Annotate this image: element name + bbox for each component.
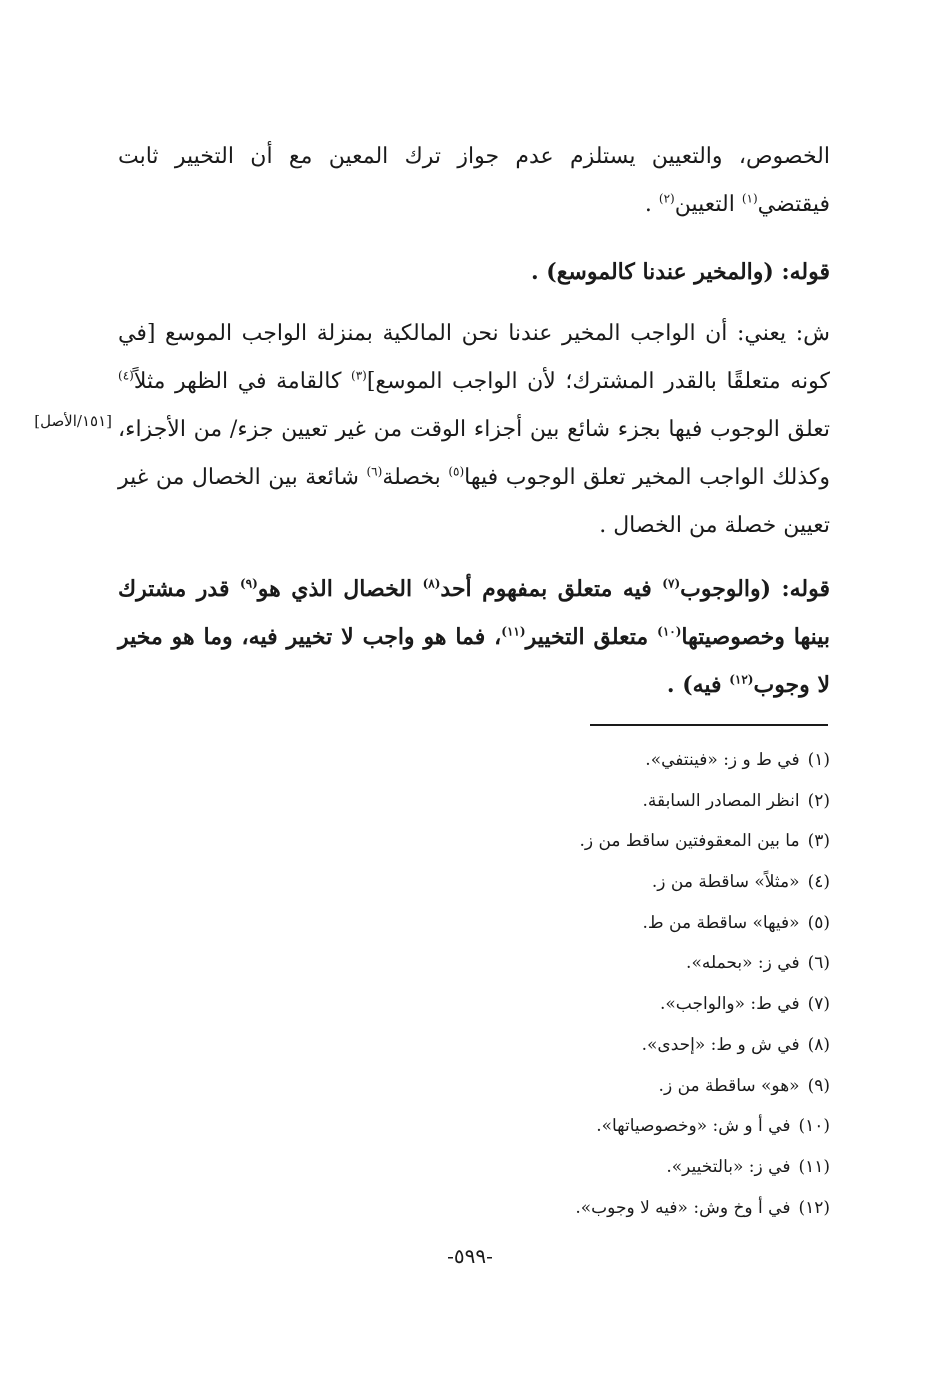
footnote-number: (٣) [807, 831, 830, 852]
footnote-item [380, 781, 830, 822]
paragraph-text: شائعة بين الخصال من غير تعيين خصلة من الخصال . [118, 465, 830, 538]
page-number: -٥٩٩- [447, 1244, 493, 1268]
paragraph-text: الخصال الذي هو [257, 576, 423, 602]
footnote-item [380, 1147, 830, 1188]
paragraph-text: فيه متعلق بمفهوم أحد [440, 576, 663, 602]
matn-quote-paragraph [118, 565, 830, 709]
footnote-item [380, 821, 830, 862]
footnote-number: (٨) [807, 1034, 830, 1055]
footnote-text: في ط: «والواجب». [660, 994, 800, 1015]
footnote-ref[interactable]: (٥) [448, 464, 465, 479]
footnote-ref[interactable]: (١٠) [657, 624, 682, 639]
paragraph-text: تعلق الوجوب فيها بجزء شائع بين أجزاء الوقت من غير تعيين جزء/ من الأجزاء، وكذلك الواجب المخير تعلق الوجوب فيها [118, 417, 830, 490]
footnote-number: (٢) [807, 790, 830, 811]
footnote-item [380, 1066, 830, 1107]
quote-label: قوله: [771, 576, 830, 602]
matn-quote-heading [118, 248, 830, 297]
footnote-number: (١٢) [798, 1197, 830, 1218]
paragraph-text: فيه) . [666, 672, 730, 698]
paragraph-text: التعيين [674, 192, 742, 217]
margin-folio-note: [١٥١/الأصل] [34, 412, 112, 430]
footnote-item [380, 1025, 830, 1066]
footnote-text: في ز: «بحمله». [686, 953, 800, 974]
quote-label: قوله: [773, 259, 830, 285]
footnote-item [380, 740, 830, 781]
footnote-text: في أ وخ وش: «فيه لا وجوب». [575, 1197, 791, 1218]
footnote-number: (٩) [807, 1075, 830, 1096]
footnote-text: «فيها» ساقطة من ط. [642, 912, 800, 933]
footnote-number: (٥) [807, 912, 830, 933]
footnote-number: (١١) [798, 1156, 830, 1177]
footnote-text: ما بين المعقوفتين ساقط من ز. [579, 831, 800, 852]
footnote-ref[interactable]: (٦) [366, 464, 383, 479]
paragraph-text: . [644, 192, 659, 217]
footnote-text: في ط و ز: «فينتفي». [645, 750, 800, 770]
paragraph-text: كالقامة في الظهر مثلاً [133, 369, 352, 394]
footnote-item [380, 984, 830, 1025]
footnote-text: في ش و ط: «إحدى». [641, 1034, 800, 1055]
footnote-ref[interactable]: (٤) [118, 368, 134, 383]
footnote-ref[interactable]: (١٢) [729, 672, 754, 687]
footnote-number: (٧) [807, 994, 830, 1015]
footnote-ref[interactable]: (٣) [351, 368, 367, 383]
footnote-text: في أ و ش: «وخصوصياتها». [596, 1116, 791, 1137]
footnote-item [380, 862, 830, 903]
footnote-text: «هو» ساقطة من ز. [658, 1075, 800, 1096]
quote-text: (والمخير عندنا كالموسع) . [530, 259, 774, 285]
footnote-ref[interactable]: (٢) [658, 191, 675, 206]
footnote-number: (١٠) [798, 1116, 830, 1137]
paragraph-continuation [118, 133, 830, 229]
footnote-ref[interactable]: (١١) [501, 624, 526, 639]
paragraph-text: ، فما هو واجب لا تخيير فيه، وما هو مخير لا وجوب [118, 624, 830, 698]
footnote-number: (٦) [807, 953, 830, 974]
footnote-text: «مثلاً» ساقطة من ز. [651, 872, 800, 893]
footnote-ref[interactable]: (٩) [239, 576, 258, 591]
paragraph-text: (والوجوب [680, 576, 772, 602]
footnote-list [380, 740, 830, 1228]
footnote-item [380, 943, 830, 984]
footnote-separator [590, 724, 828, 726]
footnote-text: انظر المصادر السابقة. [642, 790, 800, 811]
paragraph-text: متعلق التخيير [525, 624, 658, 650]
footnote-item [380, 1188, 830, 1229]
paragraph-text: قدر مشترك بينها وخصوصيتها [118, 576, 831, 650]
footnote-number: (٤) [807, 872, 830, 893]
footnote-ref[interactable]: (١) [741, 191, 758, 206]
paragraph-text: بخصلة [382, 465, 449, 490]
footnote-item [380, 1106, 830, 1147]
footnote-number: (١) [807, 750, 830, 770]
footnote-item [380, 903, 830, 944]
footnote-text: في ز: «بالتخيير». [666, 1156, 791, 1177]
paragraph-text: الخصوص، والتعيين يستلزم عدم جواز ترك المعين مع أن التخيير ثابت فيقتضي [118, 144, 830, 217]
footnote-ref[interactable]: (٧) [662, 576, 681, 591]
footnote-ref[interactable]: (٨) [422, 576, 441, 591]
paragraph-text: ش: يعني: أن الواجب المخير عندنا نحن المالكية بمنزلة الواجب الموسع [في كونه متعلقًا بالقدر المشترك؛ لأن الواجب الموسع] [118, 321, 830, 394]
commentary-paragraph [118, 310, 830, 550]
